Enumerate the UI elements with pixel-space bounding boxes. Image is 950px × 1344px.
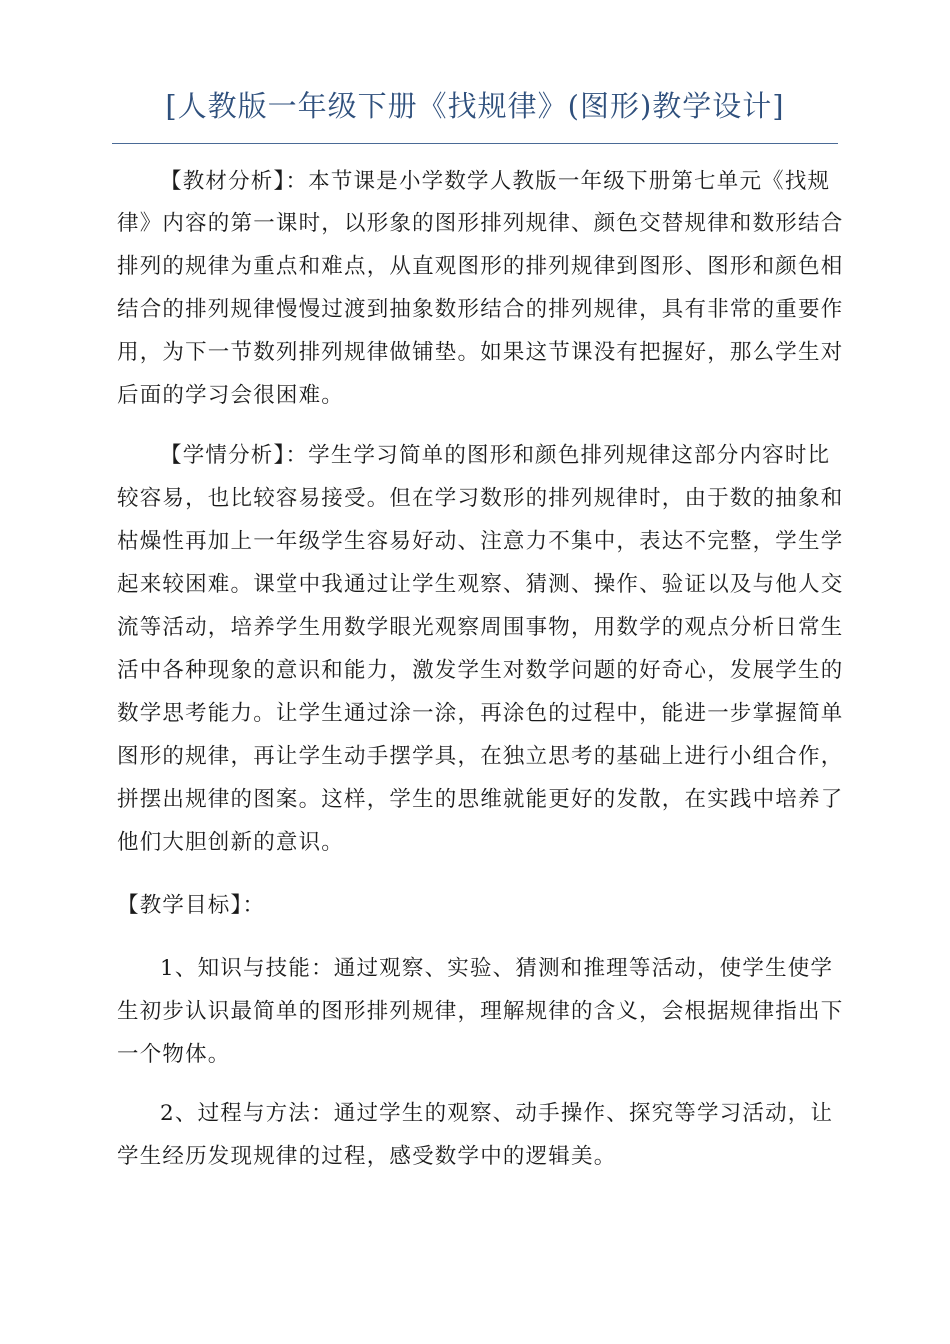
document-title: [人教版一年级下册《找规律》(图形)教学设计]: [165, 89, 785, 123]
paragraph-line: 数学思考能力。让学生通过涂一涂，再涂色的过程中，能进一步掌握简单: [117, 701, 844, 726]
paragraph-line: 1、知识与技能：通过观察、实验、猜测和推理等活动，使学生使学: [160, 956, 834, 981]
paragraph-line: 拼摆出规律的图案。这样，学生的思维就能更好的发散，在实践中培养了: [117, 787, 844, 812]
paragraph-line: 活中各种现象的意识和能力，激发学生对数学问题的好奇心，发展学生的: [117, 658, 844, 683]
paragraph-line: 起来较困难。课堂中我通过让学生观察、猜测、操作、验证以及与他人交: [117, 572, 844, 597]
paragraph-line: 2、过程与方法：通过学生的观察、动手操作、探究等学习活动，让: [160, 1101, 834, 1126]
paragraph-line: 【教材分析】：本节课是小学数学人教版一年级下册第七单元《找规: [160, 169, 831, 194]
paragraph-line: 枯燥性再加上一年级学生容易好动、注意力不集中，表达不完整，学生学: [117, 529, 844, 554]
paragraph-line: 图形的规律，再让学生动手摆学具，在独立思考的基础上进行小组合作，: [117, 744, 844, 769]
paragraph-line: 学生经历发现规律的过程，感受数学中的逻辑美。: [117, 1144, 617, 1169]
paragraph-line: 一个物体。: [117, 1042, 231, 1067]
paragraph-line: 生初步认识最简单的图形排列规律，理解规律的含义，会根据规律指出下: [117, 999, 844, 1024]
paragraph-line: 律》内容的第一课时，以形象的图形排列规律、颜色交替规律和数形结合: [117, 211, 844, 236]
paragraph-line: 结合的排列规律慢慢过渡到抽象数形结合的排列规律，具有非常的重要作: [117, 297, 844, 322]
paragraph-line: 后面的学习会很困难。: [117, 383, 345, 408]
paragraph-line: 排列的规律为重点和难点，从直观图形的排列规律到图形、图形和颜色相: [117, 254, 844, 279]
paragraph-line: 流等活动，培养学生用数学眼光观察周围事物，用数学的观点分析日常生: [117, 615, 844, 640]
paragraph-line: 【学情分析】：学生学习简单的图形和颜色排列规律这部分内容时比: [160, 443, 831, 468]
paragraph-line: 他们大胆创新的意识。: [117, 830, 345, 855]
teaching-goals-heading: 【教学目标】：: [117, 893, 266, 918]
paragraph-line: 较容易，也比较容易接受。但在学习数形的排列规律时，由于数的抽象和: [117, 486, 844, 511]
paragraph-line: 用，为下一节数列排列规律做铺垫。如果这节课没有把握好，那么学生对: [117, 340, 844, 365]
title-underline: [112, 143, 838, 144]
